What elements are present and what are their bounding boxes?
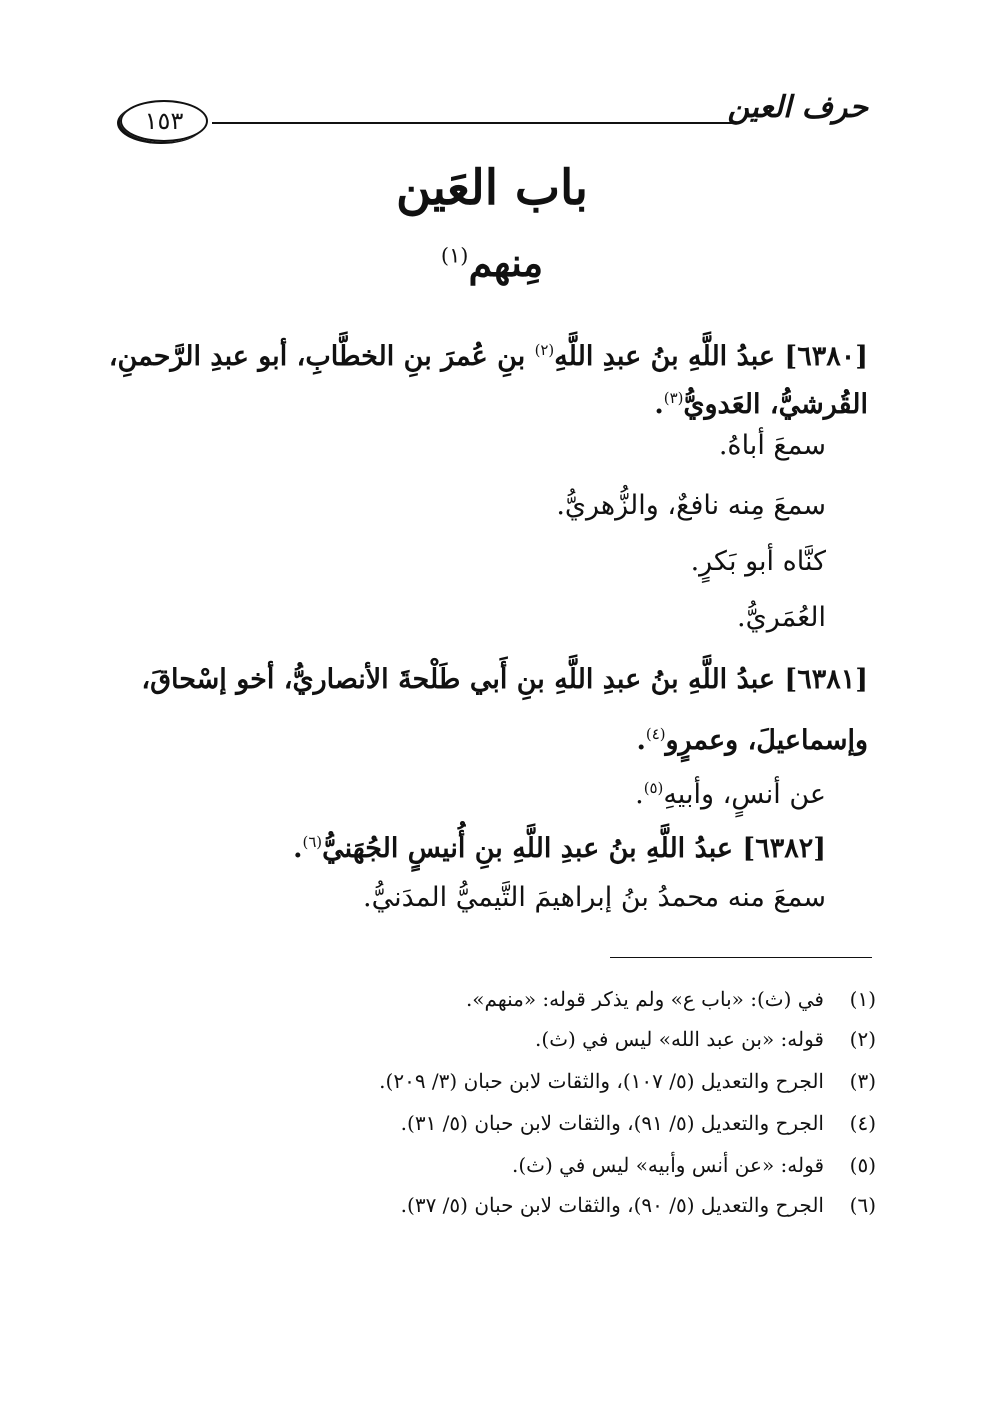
page-header (120, 88, 868, 148)
footnote-number: (٤) (849, 1111, 876, 1135)
footnote (110, 1024, 876, 1054)
line-text: وإسماعيلَ، وعمرٍو (665, 725, 868, 756)
entry-6381-line-1 (110, 660, 868, 700)
body-line (110, 426, 826, 466)
entry-6380-line-2 (110, 378, 868, 425)
footnote-text: قوله: «عن أنس وأبيه» ليس في (ث). (511, 1153, 824, 1177)
line-text: العُمَريُّ. (737, 602, 826, 633)
line-text-after: . (636, 725, 646, 756)
footnote-marker: (٢) (534, 341, 555, 359)
footnote (110, 984, 876, 1014)
footnote (110, 1190, 876, 1220)
chapter-title: باب العَين (395, 160, 589, 216)
footnote-marker: (٤) (645, 725, 666, 743)
line-text: كنَّاه أبو بَكرٍ. (690, 546, 826, 577)
header-rule (212, 122, 736, 124)
footnote-number: (٥) (849, 1153, 876, 1177)
line-text: سمعَ أباهُ. (718, 430, 826, 461)
line-text-after: . (635, 779, 644, 810)
footnote (110, 1150, 876, 1180)
footnote (110, 1108, 876, 1138)
body-line (110, 598, 826, 638)
line-text-after: بنِ عُمرَ بنِ الخطَّابِ، أبو عبدِ الرَّحمنِ، (108, 341, 535, 372)
footnote-separator (610, 957, 872, 958)
footnote-text: الجرح والتعديل (٥/ ١٠٧)، والثقات لابن حبان (٣/ ٢٠٩). (379, 1069, 824, 1093)
footnote-number: (٦) (849, 1193, 876, 1217)
entry-6380-line-1 (110, 330, 868, 377)
line-text-after: . (654, 389, 664, 420)
line-text: سمعَ منه محمدُ بنُ إبراهيمَ التَّيميُّ المدَنيُّ. (363, 882, 826, 913)
page-number: ١٥٣ (120, 100, 208, 142)
footnote-text: الجرح والتعديل (٥/ ٩٠)، والثقات لابن حبان (٥/ ٣٧). (400, 1193, 824, 1217)
body-line (110, 542, 826, 582)
footnote-number: (٣) (849, 1069, 876, 1093)
line-text: عن أنسٍ، وأبيهِ (663, 779, 826, 810)
section-title-text: مِنهم (468, 240, 544, 285)
entry-6381-line-2 (110, 714, 868, 761)
running-head: حرف العين (727, 90, 868, 125)
entry-6382-line-1 (110, 822, 826, 869)
line-text: [٦٣٨١] عبدُ اللَّهِ بنُ عبدِ اللَّهِ بنِ أَبي طَلْحةَ الأنصاريُّ، أخو إسْحاقَ، (141, 664, 868, 695)
body-line (110, 486, 826, 526)
footnote-marker: (٣) (663, 389, 684, 407)
body-line (110, 878, 826, 918)
footnote-number: (١) (849, 987, 876, 1011)
line-text: سمعَ مِنه نافعٌ، والزُّهريُّ. (556, 490, 826, 521)
line-text-after: . (293, 833, 303, 864)
footnote-text: في (ث): «باب ع» ولم يذكر قوله: «منهم». (465, 987, 824, 1011)
footnote-marker: (٦) (302, 833, 323, 851)
line-text: [٦٣٨٠] عبدُ اللَّهِ بنُ عبدِ اللَّهِ (554, 341, 868, 372)
footnote-text: قوله: «بن عبد الله» ليس في (ث). (535, 1027, 824, 1051)
body-line (110, 768, 826, 815)
line-text: القُرشيُّ، العَدويُّ (683, 389, 868, 420)
footnote-marker: (١) (440, 243, 469, 268)
footnote-marker: (٥) (643, 779, 664, 797)
section-title (0, 240, 984, 285)
footnote (110, 1066, 876, 1096)
line-text: [٦٣٨٢] عبدُ اللَّهِ بنُ عبدِ اللَّهِ بنِ أُنيسٍ الجُهَنيُّ (322, 833, 826, 864)
footnote-text: الجرح والتعديل (٥/ ٩١)، والثقات لابن حبان (٥/ ٣١). (400, 1111, 824, 1135)
footnote-number: (٢) (849, 1027, 876, 1051)
